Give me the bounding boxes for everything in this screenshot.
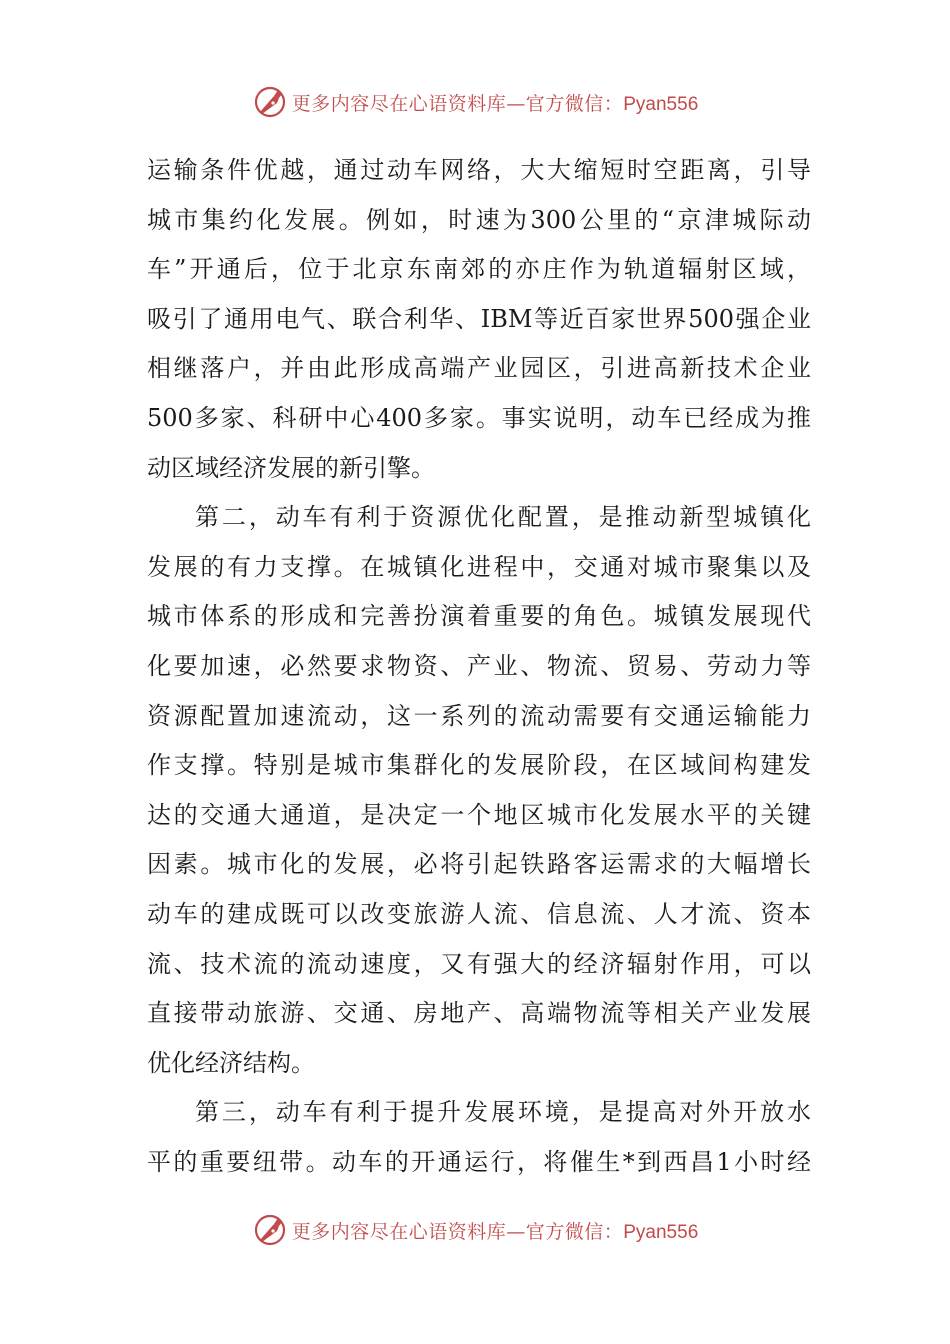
paragraph-start-line: 第三，动车有利于提升发展环境，是提高对外开放水 (195, 1098, 811, 1127)
text-line: 500多家、科研中心400多家。事实说明，动车已经成为推 (147, 403, 811, 432)
text-line: 相继落户，并由此形成高端产业园区，引进高新技术企业 (147, 354, 811, 383)
text-line: 因素。城市化的发展，必将引起铁路客运需求的大幅增长 (147, 850, 811, 879)
pen-nib-logo-icon (252, 1212, 288, 1248)
text-line: 化要加速，必然要求物资、产业、物流、贸易、劳动力等 (147, 651, 811, 680)
text-line: 动区域经济发展的新引擎。 (147, 453, 435, 482)
header-banner (0, 82, 950, 122)
banner-text: 更多内容尽在心语资料库—官方微信：Pyan556 (291, 1220, 699, 1243)
text-line: 运输条件优越，通过动车网络，大大缩短时空距离，引导 (147, 156, 811, 184)
text-line: 优化经济结构。 (147, 1048, 315, 1077)
text-line: 动车的建成既可以改变旅游人流、信息流、人才流、资本 (147, 899, 811, 928)
text-line: 发展的有力支撑。在城镇化进程中，交通对城市聚集以及 (147, 552, 811, 581)
document-body (147, 146, 811, 1187)
text-line: 作支撑。特别是城市集群化的发展阶段，在区域间构建发 (147, 751, 811, 780)
text-line: 城市体系的形成和完善扮演着重要的角色。城镇发展现代 (147, 602, 811, 631)
paragraph-start-line: 第二，动车有利于资源优化配置，是推动新型城镇化 (195, 503, 811, 532)
text-line: 车”开通后，位于北京东南郊的亦庄作为轨道辐射区域， (147, 255, 811, 284)
banner-wechat-id: Pyan556 (623, 93, 699, 115)
pen-nib-logo-icon (252, 84, 288, 120)
text-line: 达的交通大通道，是决定一个地区城市化发展水平的关键 (147, 800, 811, 829)
text-line: 城市集约化发展。例如，时速为300公里的“京津城际动 (147, 205, 811, 234)
text-line: 平的重要纽带。动车的开通运行，将催生*到西昌1小时经 (147, 1147, 811, 1176)
text-line: 吸引了通用电气、联合利华、IBM等近百家世界500强企业 (147, 304, 811, 333)
banner-text: 更多内容尽在心语资料库—官方微信：Pyan556 (291, 92, 699, 115)
text-line: 流、技术流的流动速度，又有强大的经济辐射作用，可以 (147, 949, 811, 978)
footer-banner (0, 1210, 950, 1250)
banner-wechat-id: Pyan556 (623, 1221, 699, 1243)
text-line: 直接带动旅游、交通、房地产、高端物流等相关产业发展 (147, 999, 811, 1028)
text-line: 资源配置加速流动，这一系列的流动需要有交通运输能力 (147, 701, 811, 730)
